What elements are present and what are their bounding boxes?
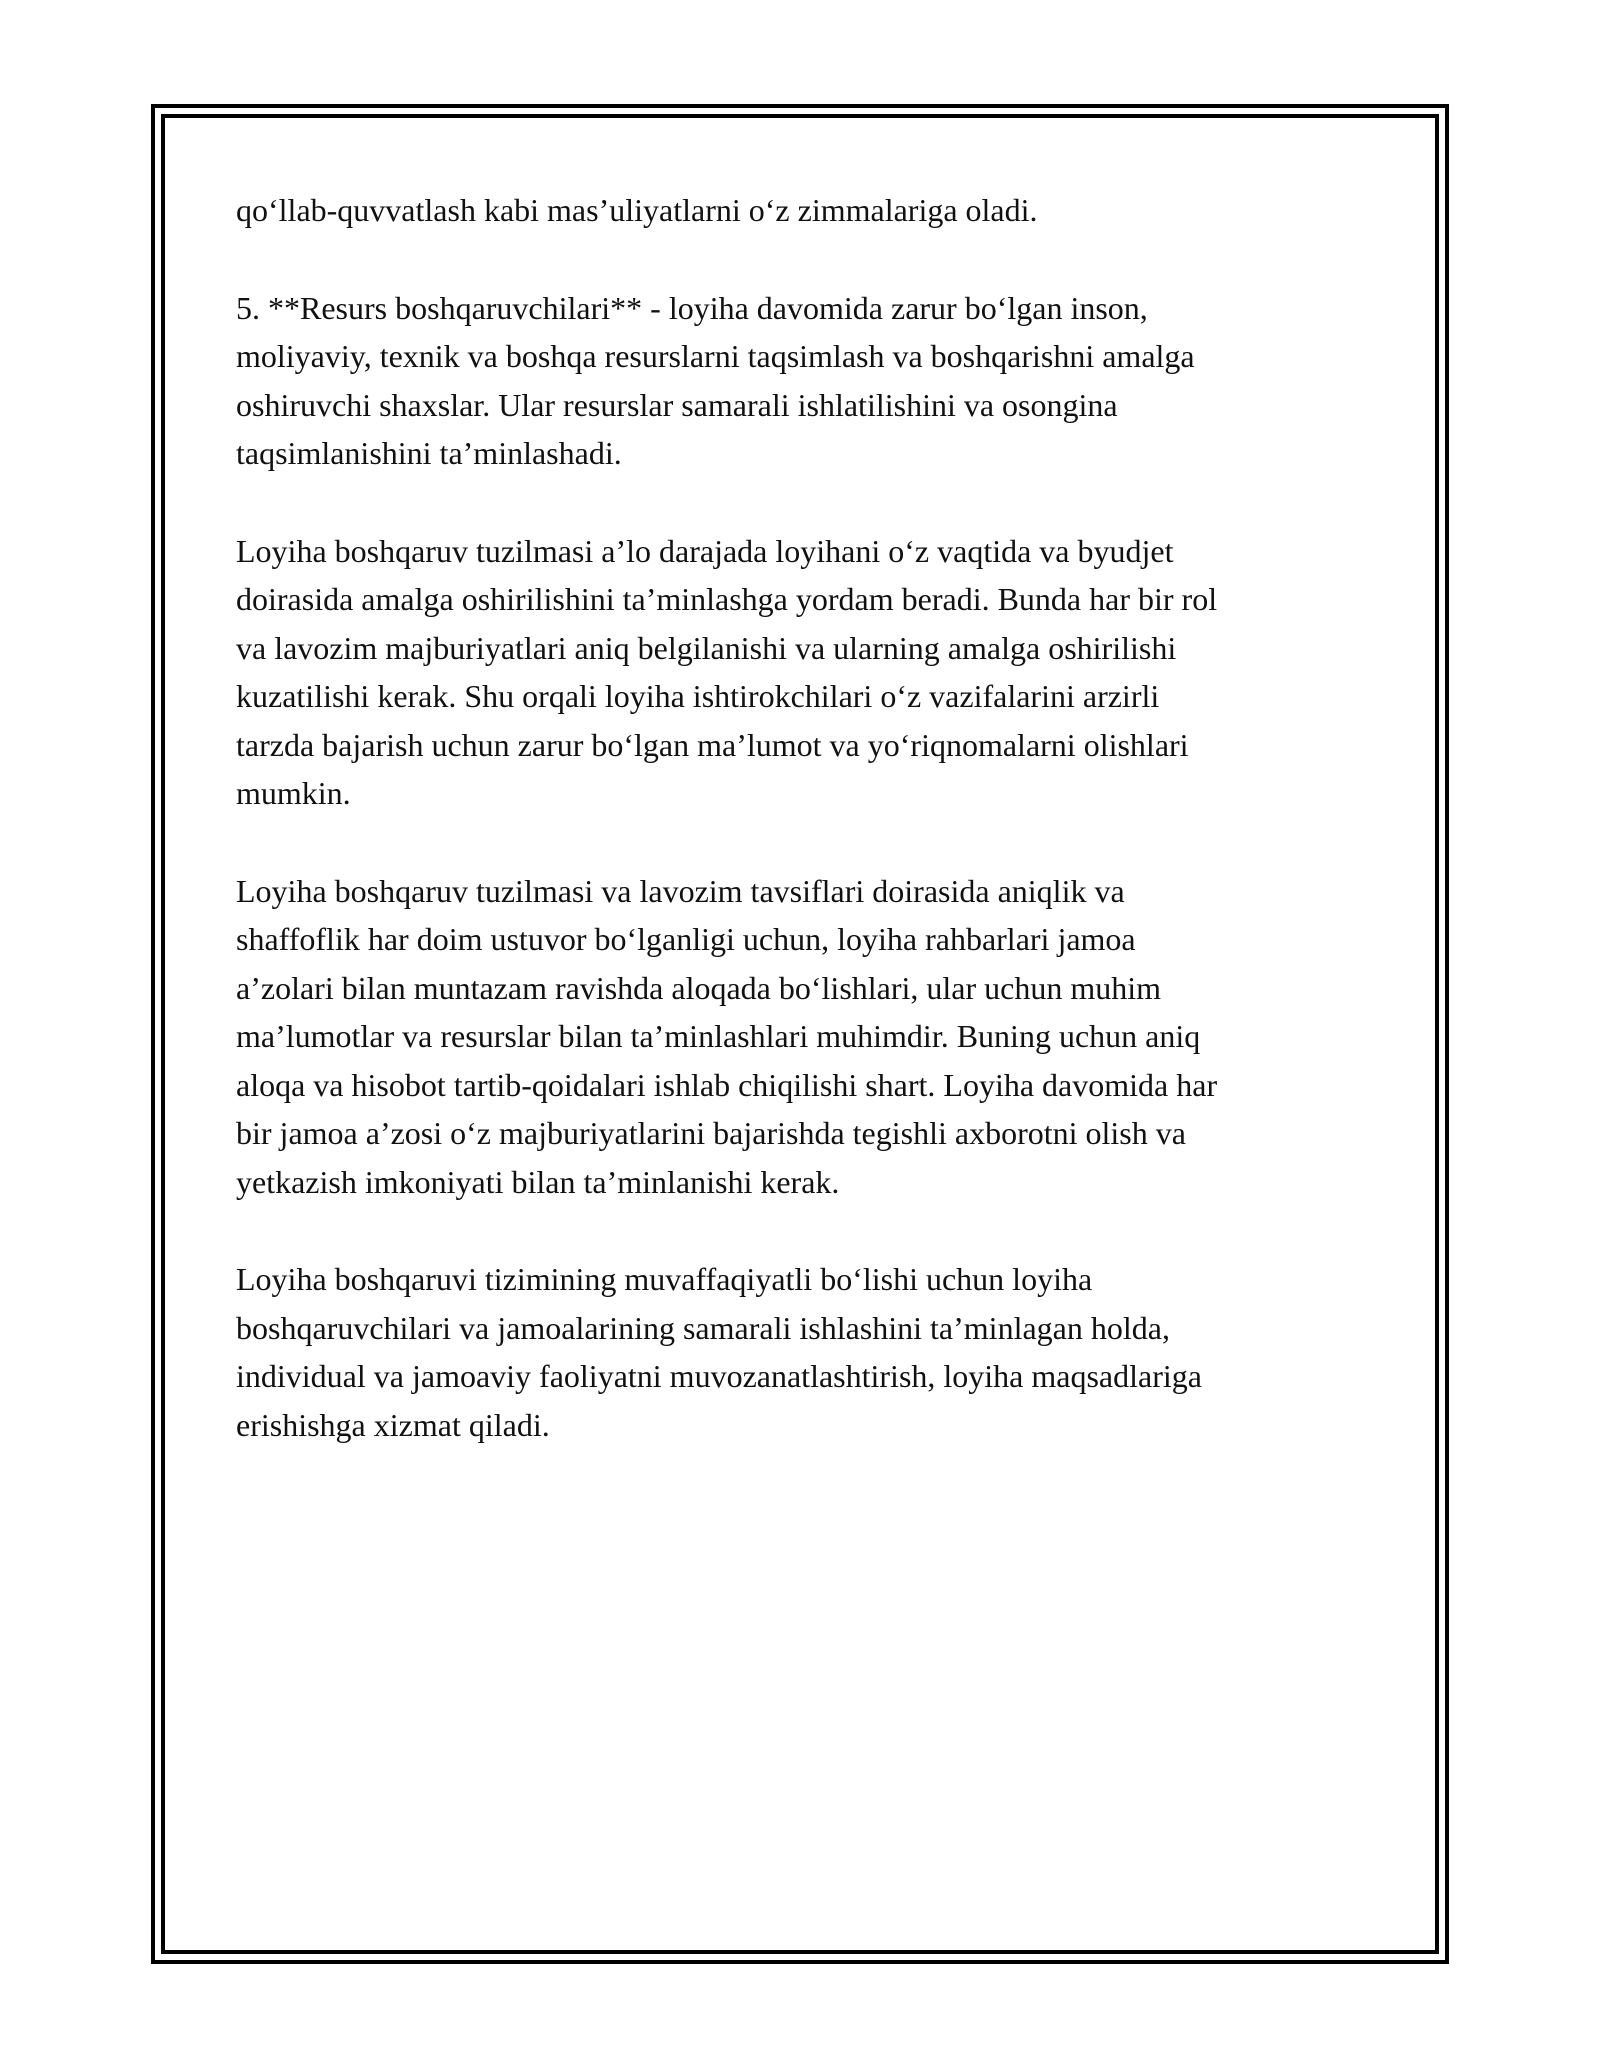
paragraph-resource-managers: 5. **Resurs boshqaruvchilari** - loyiha davomida zarur bo‘lgan inson, moliyaviy, texnik va boshqa resurslarni taqsimlash va boshqarishni amalga oshiruvchi shaxslar. Ular resurslar samarali ishlatilishini va osongina taqsimlanishini ta’minlashadi.	[236, 289, 1195, 471]
document-body	[236, 186, 1386, 1498]
paragraph-conclusion: Loyiha boshqaruvi tizimining muvaffaqiyatli bo‘lishi uchun loyiha boshqaruvchilari va jamoalarining samarali ishlashini ta’minlagan holda, individual va jamoaviy faoliyatni muvozanatlashtirish, loyiha maqsadlariga erishishga xizmat qiladi.	[236, 1261, 1202, 1443]
paragraph-continuation: qo‘llab-quvvatlash kabi mas’uliyatlarni o‘z zimmalariga oladi.	[236, 192, 1038, 228]
paragraph-structure-budget: Loyiha boshqaruv tuzilmasi a’lo darajada loyihani o‘z vaqtida va byudjet doirasida amalga oshirilishini ta’minlashga yordam beradi. Bunda har bir rol va lavozim majburiyatlari aniq belgilanishi va ularning amalga oshirilishi kuzatilishi kerak. Shu orqali loyiha ishtirokchilari o‘z vazifalarini arzirli tarzda bajarish uchun zarur bo‘lgan ma’lumot va yo‘riqnomalarni olishlari mumkin.	[236, 532, 1218, 811]
paragraph-clarity-transparency: Loyiha boshqaruv tuzilmasi va lavozim tavsiflari doirasida aniqlik va shaffoflik har doim ustuvor bo‘lganligi uchun, loyiha rahbarlari jamoa a’zolari bilan muntazam ravishda aloqada bo‘lishlari, ular uchun muhim ma’lumotlar va resurslar bilan ta’minlashlari muhimdir. Buning uchun aniq aloqa va hisobot tartib-qoidalari ishlab chiqilishi shart. Loyiha davomida har bir jamoa a’zosi o‘z majburiyatlarini bajarishda tegishli axborotni olish va yetkazish imkoniyati bilan ta’minlanishi kerak.	[236, 872, 1218, 1200]
